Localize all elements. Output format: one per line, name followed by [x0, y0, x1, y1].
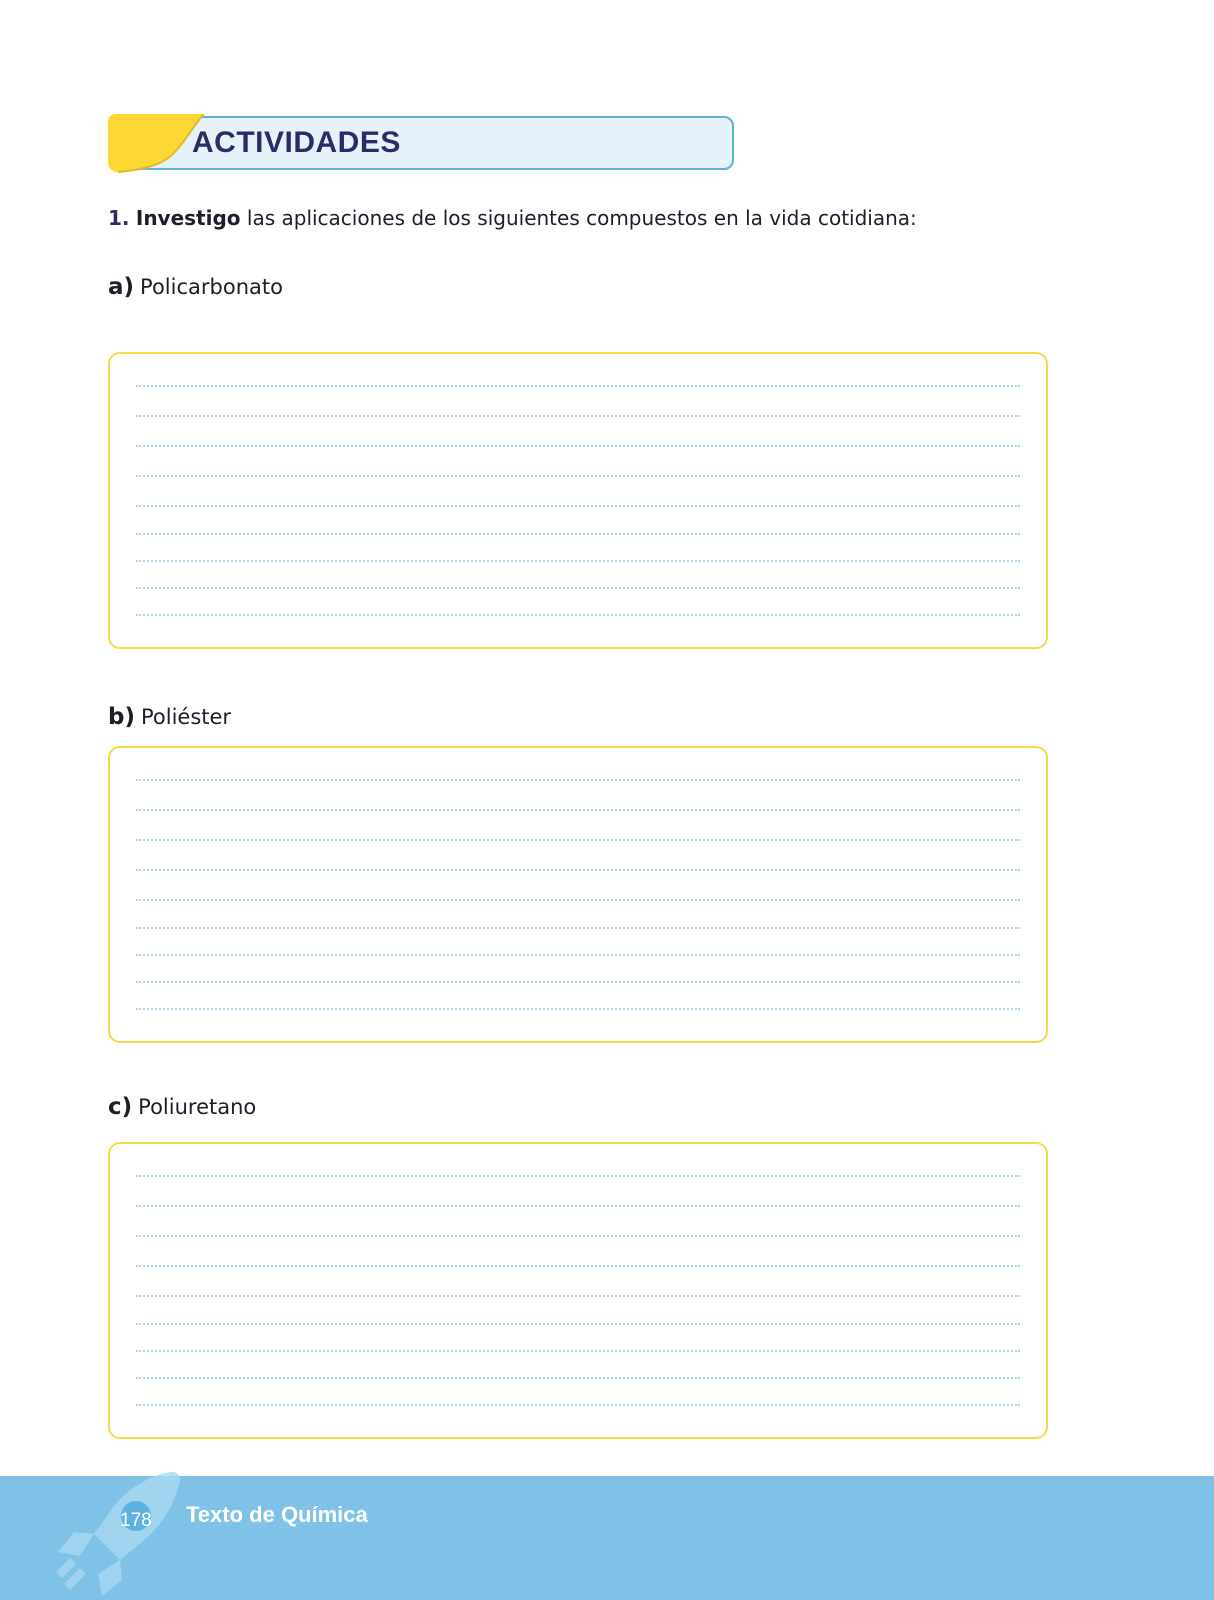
- instruction-verb: Investigo: [135, 206, 241, 230]
- writing-line: [136, 1295, 1020, 1297]
- writing-line: [136, 1008, 1020, 1010]
- header-title: ACTIVIDADES: [192, 126, 401, 159]
- writing-line: [136, 415, 1020, 417]
- item-label-a: [108, 274, 283, 300]
- writing-line: [136, 1350, 1020, 1352]
- item-letter: a): [108, 274, 135, 300]
- item-letter: c): [108, 1094, 133, 1120]
- writing-line: [136, 779, 1020, 781]
- writing-line: [136, 1205, 1020, 1207]
- writing-line: [136, 869, 1020, 871]
- answer-box-b[interactable]: [108, 746, 1048, 1043]
- item-name: Poliuretano: [138, 1095, 257, 1119]
- writing-line: [136, 954, 1020, 956]
- writing-line: [136, 927, 1020, 929]
- writing-line: [136, 1235, 1020, 1237]
- writing-line: [136, 533, 1020, 535]
- instruction-number: 1.: [108, 206, 130, 230]
- instruction-text: las aplicaciones de los siguientes compuestos en la vida cotidiana:: [240, 206, 917, 230]
- item-label-c: [108, 1094, 256, 1120]
- writing-line: [136, 1175, 1020, 1177]
- writing-line: [136, 587, 1020, 589]
- answer-box-a[interactable]: [108, 352, 1048, 649]
- item-label-b: [108, 704, 231, 730]
- writing-line: [136, 385, 1020, 387]
- writing-line: [136, 560, 1020, 562]
- writing-line: [136, 614, 1020, 616]
- item-name: Poliéster: [140, 705, 232, 729]
- writing-line: [136, 1404, 1020, 1406]
- writing-line: [136, 981, 1020, 983]
- instruction: [108, 206, 917, 230]
- writing-line: [136, 445, 1020, 447]
- writing-line: [136, 475, 1020, 477]
- writing-line: [136, 839, 1020, 841]
- page-footer: [0, 1476, 1214, 1600]
- writing-line: [136, 809, 1020, 811]
- activities-header: [108, 114, 738, 174]
- rocket-icon: [50, 1472, 190, 1600]
- book-title: Texto de Química: [186, 1502, 368, 1527]
- item-letter: b): [108, 704, 135, 730]
- writing-line: [136, 1377, 1020, 1379]
- writing-line: [136, 505, 1020, 507]
- writing-line: [136, 1265, 1020, 1267]
- writing-line: [136, 1323, 1020, 1325]
- answer-box-c[interactable]: [108, 1142, 1048, 1439]
- item-name: Policarbonato: [140, 275, 283, 299]
- page-number: 178: [120, 1510, 152, 1531]
- writing-line: [136, 899, 1020, 901]
